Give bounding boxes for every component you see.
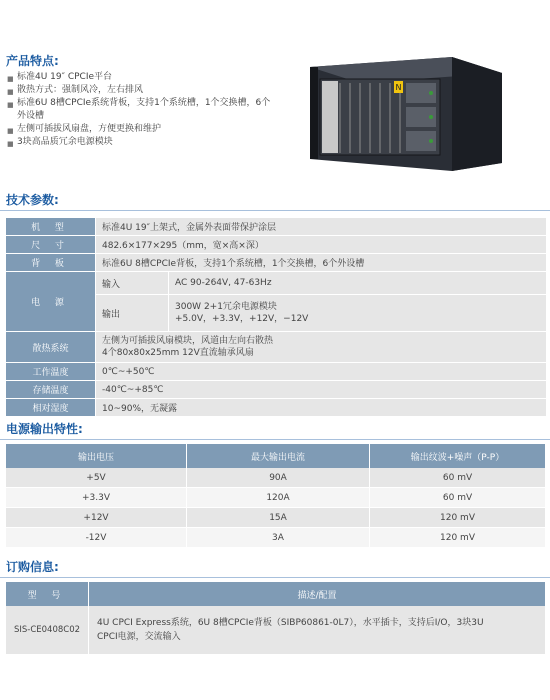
row-label: 尺 寸 — [6, 236, 96, 254]
tech-row-cooling — [6, 332, 546, 363]
table-cell: 120 mV — [370, 528, 546, 548]
table-row — [6, 468, 546, 488]
heading-divider — [0, 439, 550, 440]
tech-row — [6, 218, 546, 236]
order-model: SIS-CE0408C02 — [6, 606, 89, 654]
table-row — [6, 606, 546, 654]
bullet-icon: ■ — [7, 88, 14, 96]
table-row — [6, 488, 546, 508]
row-label: 背 板 — [6, 254, 96, 272]
bullet-icon: ■ — [7, 75, 14, 83]
order-heading: 订购信息: — [6, 560, 59, 574]
bullet-icon: ■ — [7, 140, 14, 148]
feature-item: ■ 标准4U 19″ CPCIe平台 — [6, 71, 276, 84]
heading-divider — [0, 577, 550, 578]
power-output-line: 300W 2+1冗余电源模块 — [175, 302, 277, 312]
cooling-line: 4个80x80x25mm 12V直流轴承风扇 — [102, 348, 254, 358]
row-label: 机 型 — [6, 218, 96, 236]
tech-row — [6, 381, 546, 399]
row-value: 标准4U 19″上架式，金属外表面带保护涂层 — [96, 218, 547, 236]
column-header: 输出纹波+噪声（P-P） — [370, 444, 546, 468]
table-cell: 3A — [187, 528, 370, 548]
bullet-icon: ■ — [7, 101, 14, 109]
column-header: 最大输出电流 — [187, 444, 370, 468]
features-list — [6, 71, 276, 149]
cooling-value — [96, 332, 547, 363]
row-value: 10~90%，无凝露 — [96, 399, 547, 417]
power-input-label: 输入 — [96, 272, 169, 295]
power-input-value: AC 90-264V, 47-63Hz — [169, 272, 547, 295]
table-row — [6, 508, 546, 528]
table-header-row — [6, 582, 546, 606]
features-heading: 产品特点: — [6, 54, 59, 68]
table-row — [6, 528, 546, 548]
tech-row — [6, 254, 546, 272]
power-output-label: 输出 — [96, 295, 169, 332]
table-cell: -12V — [6, 528, 187, 548]
table-cell: 120 mV — [370, 508, 546, 528]
column-header: 型 号 — [6, 582, 89, 606]
order-table — [6, 582, 546, 654]
cooling-line: 左侧为可插拔风扇模块，风道由左向右散热 — [102, 336, 274, 346]
chassis-image — [306, 53, 506, 171]
tech-heading: 技术参数: — [6, 193, 59, 207]
logo-letter: N — [395, 83, 402, 92]
order-description-line: 4U CPCI Express系统，6U 8槽CPCIe背板（SIBP60861-0L7），水平插卡，支持后I/O，3块3U — [97, 618, 484, 628]
tech-table — [6, 218, 546, 417]
feature-item: ■ 3块高品质冗余电源模块 — [6, 136, 276, 149]
row-label: 电 源 — [6, 272, 96, 332]
table-cell: 120A — [187, 488, 370, 508]
table-cell: 15A — [187, 508, 370, 528]
row-value: 0℃~+50℃ — [96, 363, 547, 381]
column-header: 描述/配置 — [89, 582, 546, 606]
power-output-heading: 电源输出特性: — [6, 422, 83, 436]
order-description — [89, 606, 546, 654]
table-cell: 60 mV — [370, 468, 546, 488]
feature-item: ■ 散热方式：强制风冷，左右排风 — [6, 84, 276, 97]
tech-row — [6, 399, 546, 417]
column-header: 输出电压 — [6, 444, 187, 468]
tech-row — [6, 236, 546, 254]
power-output-line: +5.0V，+3.3V，+12V，−12V — [175, 314, 309, 324]
row-value: 标准6U 8槽CPCIe背板，支持1个系统槽，1个交换槽，6个外设槽 — [96, 254, 547, 272]
power-output-value — [169, 295, 547, 332]
table-cell: +3.3V — [6, 488, 187, 508]
table-cell: 90A — [187, 468, 370, 488]
table-cell: 60 mV — [370, 488, 546, 508]
row-label: 工作温度 — [6, 363, 96, 381]
tech-row-power-input — [6, 272, 546, 295]
row-value: 482.6×177×295（mm，宽×高×深） — [96, 236, 547, 254]
table-cell: +12V — [6, 508, 187, 528]
order-description-line: CPCI电源，交流输入 — [97, 632, 181, 642]
table-header-row — [6, 444, 546, 468]
power-output-table — [6, 444, 546, 548]
row-label: 存储温度 — [6, 381, 96, 399]
feature-item: ■ 左侧可插拔风扇盘，方便更换和维护 — [6, 123, 276, 136]
feature-item: ■ 标准6U 8槽CPCIe系统背板，支持1个系统槽，1个交换槽，6个外设槽 — [7, 98, 271, 121]
heading-divider — [0, 210, 550, 211]
bullet-icon: ■ — [7, 127, 14, 135]
table-cell: +5V — [6, 468, 187, 488]
row-label: 散热系统 — [6, 332, 96, 363]
row-value: -40℃~+85℃ — [96, 381, 547, 399]
tech-row — [6, 363, 546, 381]
row-label: 相对湿度 — [6, 399, 96, 417]
